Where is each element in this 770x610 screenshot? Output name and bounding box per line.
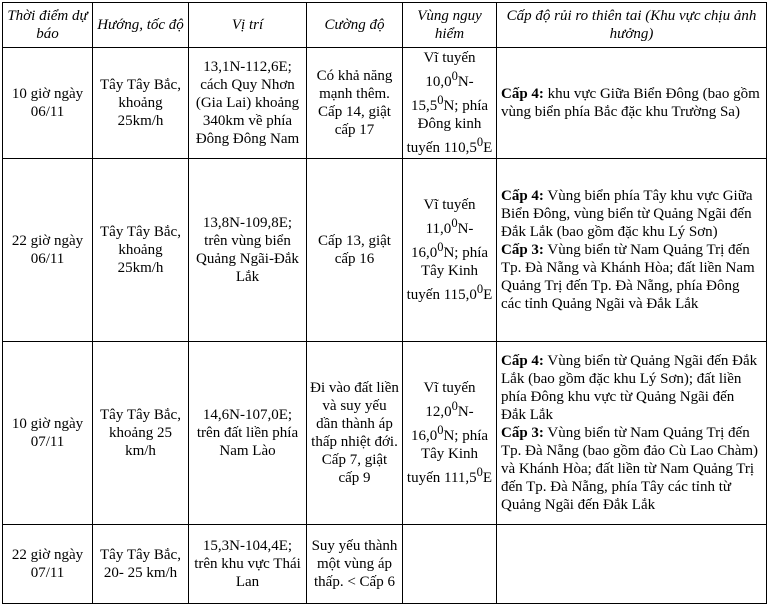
cell-position: 15,3N-104,4E; trên khu vực Thái Lan xyxy=(189,525,307,604)
header-time: Thời điểm dự báo xyxy=(3,3,93,48)
risk-level-label: Cấp 3: xyxy=(501,242,544,258)
cell-time: 10 giờ ngày 06/11 xyxy=(3,48,93,159)
table-row xyxy=(3,159,767,342)
header-row xyxy=(3,3,767,48)
cell-direction: Tây Tây Bắc, 20- 25 km/h xyxy=(93,525,189,604)
header-direction: Hướng, tốc độ xyxy=(93,3,189,48)
risk-entry xyxy=(501,241,763,313)
risk-entry xyxy=(501,352,763,424)
cell-direction: Tây Tây Bắc, khoảng 25km/h xyxy=(93,48,189,159)
table-row xyxy=(3,342,767,525)
header-risk-level: Cấp độ rủi ro thiên tai (Khu vực chịu ảnh hưởng) xyxy=(497,3,767,48)
risk-level-label: Cấp 4: xyxy=(501,353,544,369)
risk-text: Vùng biển phía Tây khu vực Giữa Biển Đông, vùng biển từ Quảng Ngãi đến Đắk Lắk (bao gồm đặc khu Lý Sơn) xyxy=(501,188,753,240)
cell-time: 22 giờ ngày 06/11 xyxy=(3,159,93,342)
header-position: Vị trí xyxy=(189,3,307,48)
cell-direction: Tây Tây Bắc, khoảng 25km/h xyxy=(93,159,189,342)
risk-level-label: Cấp 3: xyxy=(501,425,544,441)
cell-intensity: Suy yếu thành một vùng áp thấp. < Cấp 6 xyxy=(307,525,403,604)
risk-entry xyxy=(501,85,763,121)
risk-level-label: Cấp 4: xyxy=(501,86,544,102)
cell-danger-zone xyxy=(403,525,497,604)
risk-text: Vùng biển từ Quảng Ngãi đến Đắk Lắk (bao gồm đặc khu Lý Sơn); đất liền phía Đông khu vực từ Quảng Ngãi đến Đắk Lắk xyxy=(501,353,758,423)
header-danger-zone: Vùng nguy hiểm xyxy=(403,3,497,48)
table-row xyxy=(3,48,767,159)
cell-position: 13,1N-112,6E; cách Quy Nhơn (Gia Lai) khoảng 340km về phía Đông Đông Nam xyxy=(189,48,307,159)
cell-danger-zone: Vĩ tuyến 11,0$^0$N-16,0$^0$N; phía Tây Kinh tuyến 115,0$^0$E xyxy=(403,159,497,342)
cell-direction: Tây Tây Bắc, khoảng 25 km/h xyxy=(93,342,189,525)
risk-text: Vùng biển từ Nam Quảng Trị đến Tp. Đà Nẵng và Khánh Hòa; đất liền Nam Quảng Trị đến Tp. Đà Nẵng, phía Đông các tỉnh Quảng Ngãi và Đắk Lắk xyxy=(501,242,755,312)
cell-intensity: Đi vào đất liền và suy yếu dần thành áp thấp nhiệt đới. Cấp 7, giật cấp 9 xyxy=(307,342,403,525)
risk-text: Vùng biển từ Nam Quảng Trị đến Tp. Đà Nẵng (bao gồm đảo Cù Lao Chàm) và Khánh Hòa; đất liền từ Nam Quảng Trị đến Tp. Đà Nẵng, phía Tây các tỉnh từ Quảng Ngãi đến Đắk Lắk xyxy=(501,425,759,513)
cell-position: 14,6N-107,0E; trên đất liền phía Nam Lào xyxy=(189,342,307,525)
table-row xyxy=(3,525,767,604)
forecast-table xyxy=(2,2,767,604)
risk-entry xyxy=(501,424,763,514)
risk-text: khu vực Giữa Biển Đông (bao gồm vùng biển phía Bắc đặc khu Trường Sa) xyxy=(501,86,760,120)
cell-risk xyxy=(497,48,767,159)
cell-intensity: Có khả năng mạnh thêm. Cấp 14, giật cấp 17 xyxy=(307,48,403,159)
cell-risk xyxy=(497,525,767,604)
cell-intensity: Cấp 13, giật cấp 16 xyxy=(307,159,403,342)
cell-risk xyxy=(497,159,767,342)
cell-danger-zone: Vĩ tuyến 10,0$^0$N-15,5$^0$N; phía Đông kinh tuyến 110,5$^0$E xyxy=(403,48,497,159)
header-intensity: Cường độ xyxy=(307,3,403,48)
cell-time: 22 giờ ngày 07/11 xyxy=(3,525,93,604)
cell-position: 13,8N-109,8E; trên vùng biển Quảng Ngãi-Đắk Lắk xyxy=(189,159,307,342)
risk-level-label: Cấp 4: xyxy=(501,188,544,204)
cell-risk xyxy=(497,342,767,525)
risk-entry xyxy=(501,187,763,241)
cell-danger-zone: Vĩ tuyến 12,0$^0$N-16,0$^0$N; phía Tây Kinh tuyến 111,5$^0$E xyxy=(403,342,497,525)
cell-time: 10 giờ ngày 07/11 xyxy=(3,342,93,525)
